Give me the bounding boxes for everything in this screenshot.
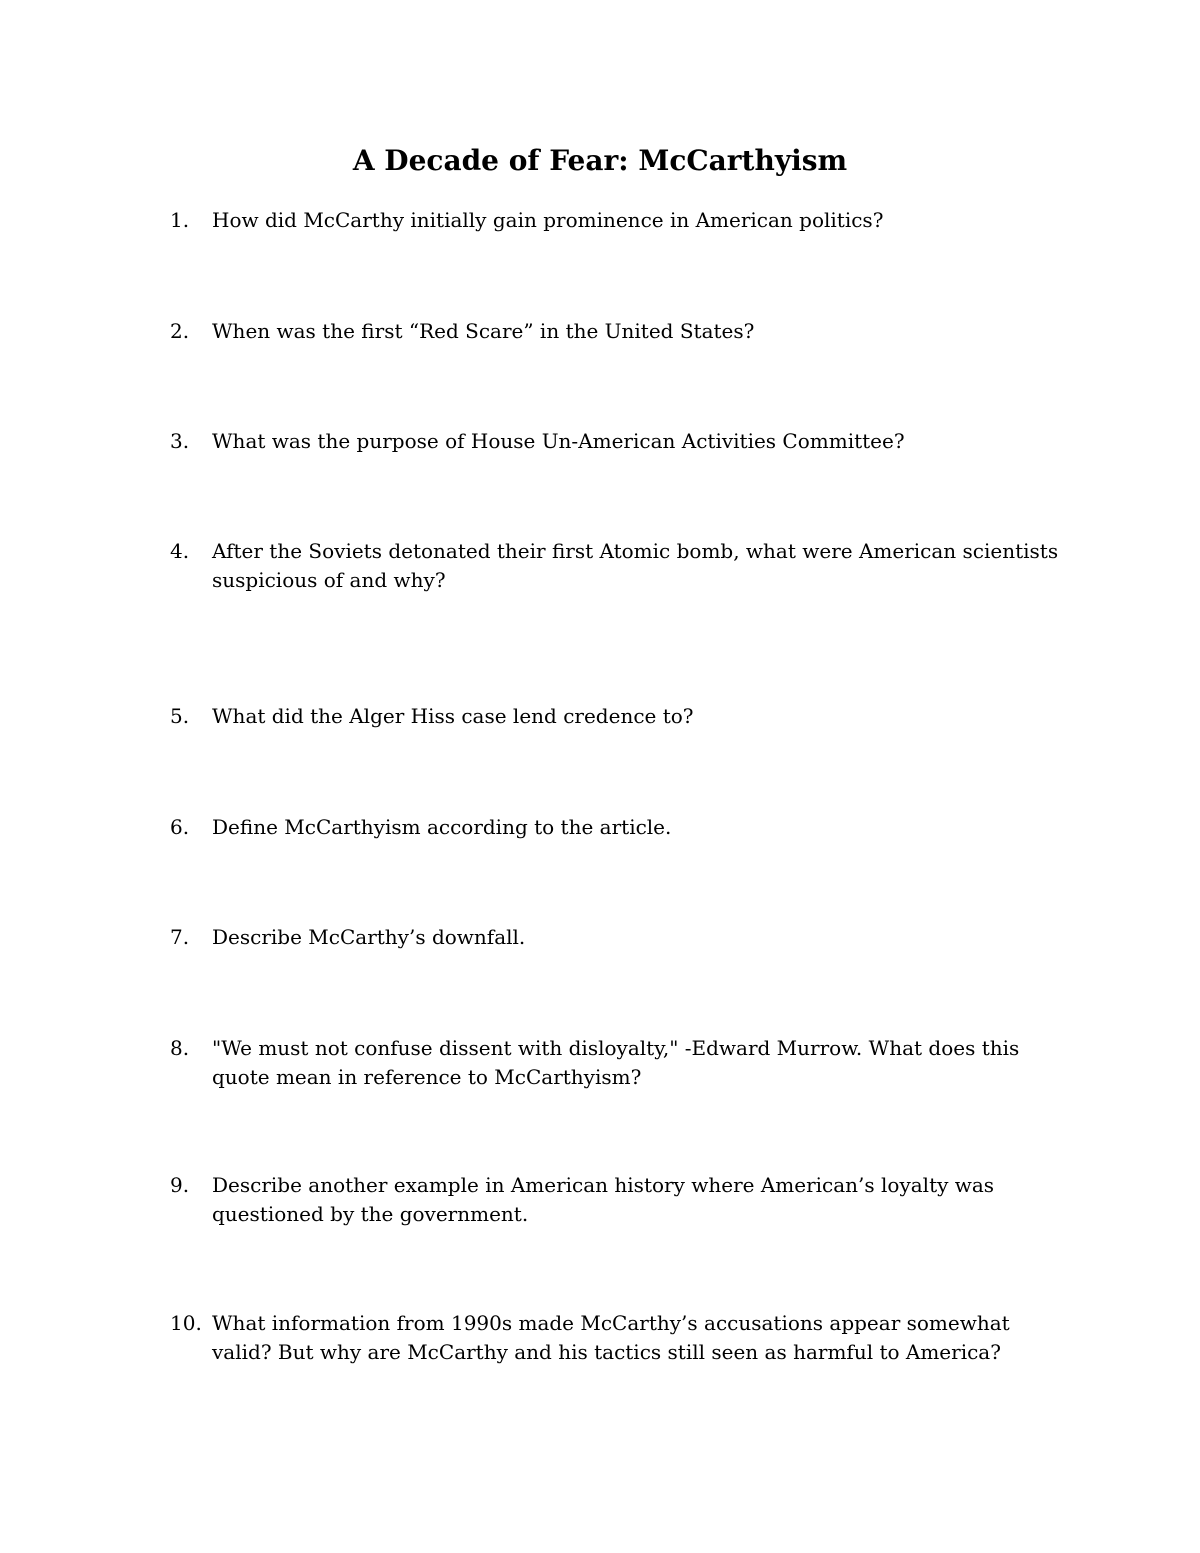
question-item bbox=[170, 1034, 1070, 1092]
question-number: 8. bbox=[170, 1036, 190, 1060]
question-text: How did McCarthy initially gain prominence in American politics? bbox=[212, 208, 884, 232]
question-item bbox=[170, 813, 1070, 842]
question-item bbox=[170, 702, 1070, 731]
question-text: What did the Alger Hiss case lend credence to? bbox=[212, 704, 694, 728]
question-text: Describe another example in American history where American’s loyalty was questioned by the government. bbox=[212, 1173, 995, 1226]
question-number: 10. bbox=[170, 1311, 202, 1335]
question-text: "We must not confuse dissent with disloyalty," -Edward Murrow. What does this quote mean in reference to McCarthyism? bbox=[212, 1036, 1020, 1089]
question-item bbox=[170, 537, 1070, 595]
question-item bbox=[170, 923, 1070, 952]
question-number: 9. bbox=[170, 1173, 190, 1197]
page-title: A Decade of Fear: McCarthyism bbox=[352, 144, 848, 177]
question-text: Describe McCarthy’s downfall. bbox=[212, 925, 526, 949]
question-number: 4. bbox=[170, 539, 190, 563]
question-item bbox=[170, 427, 1070, 456]
question-text: When was the first “Red Scare” in the United States? bbox=[212, 319, 755, 343]
question-number: 2. bbox=[170, 319, 190, 343]
question-number: 6. bbox=[170, 815, 190, 839]
question-item bbox=[170, 1171, 1070, 1229]
question-number: 1. bbox=[170, 208, 190, 232]
question-number: 7. bbox=[170, 925, 190, 949]
question-text: What information from 1990s made McCarthy’s accusations appear somewhat valid? But why are McCarthy and his tactics still seen as harmful to America? bbox=[212, 1311, 1010, 1364]
question-text: Define McCarthyism according to the article. bbox=[212, 815, 672, 839]
question-number: 3. bbox=[170, 429, 190, 453]
question-text: After the Soviets detonated their first Atomic bomb, what were American scientists suspicious of and why? bbox=[212, 539, 1059, 592]
question-item bbox=[170, 1309, 1070, 1367]
question-item bbox=[170, 206, 1070, 235]
question-item bbox=[170, 317, 1070, 346]
question-number: 5. bbox=[170, 704, 190, 728]
question-text: What was the purpose of House Un-American Activities Committee? bbox=[212, 429, 905, 453]
